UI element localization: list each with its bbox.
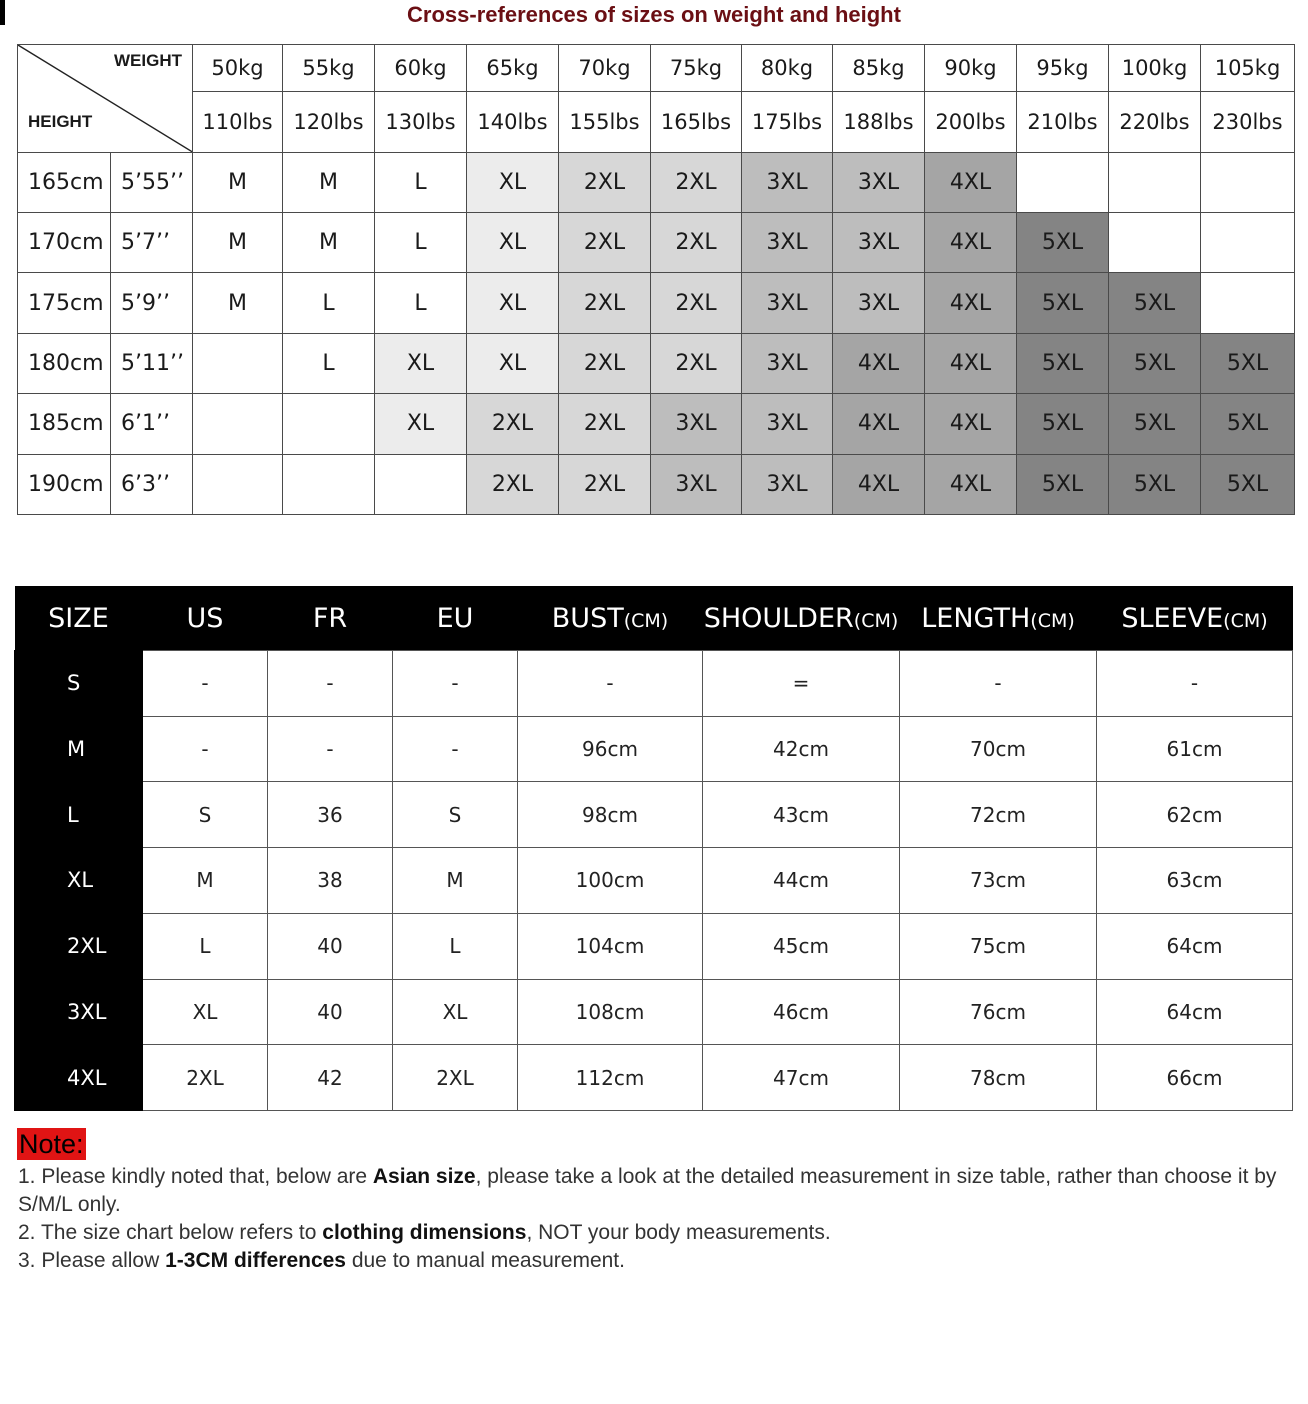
table-row bbox=[15, 913, 1293, 979]
table-row bbox=[15, 651, 1293, 717]
note-3: 3. Please allow 1-3CM differences due to manual measurement. bbox=[18, 1249, 625, 1272]
size-cell: M bbox=[283, 213, 375, 273]
size-cell: 2XL bbox=[651, 152, 742, 212]
size-cell: 4XL bbox=[925, 333, 1017, 393]
table-row bbox=[18, 454, 1295, 514]
size-cell bbox=[375, 454, 467, 514]
page-title: Cross-references of sizes on weight and height bbox=[407, 2, 901, 27]
height-cm: 170cm bbox=[18, 213, 111, 273]
size-label: L bbox=[15, 782, 143, 848]
weight-kg-header: 90kg bbox=[925, 45, 1017, 92]
weight-kg-header: 65kg bbox=[467, 45, 559, 92]
weight-lbs-header: 210lbs bbox=[1017, 92, 1109, 152]
weight-lbs-header: 130lbs bbox=[375, 92, 467, 152]
measurement-cell: 42cm bbox=[703, 716, 900, 782]
size-cell: XL bbox=[467, 333, 559, 393]
column-header-unit: (CM) bbox=[853, 609, 899, 632]
column-header bbox=[143, 586, 268, 651]
measurement-cell: 104cm bbox=[518, 913, 703, 979]
size-cell: 2XL bbox=[559, 152, 651, 212]
size-cell: 4XL bbox=[925, 213, 1017, 273]
size-cell bbox=[193, 333, 283, 393]
size-label: XL bbox=[15, 848, 143, 914]
weight-lbs-header: 188lbs bbox=[833, 92, 925, 152]
weight-kg-header: 50kg bbox=[193, 45, 283, 92]
measurement-cell: - bbox=[268, 716, 393, 782]
measurement-cell: 64cm bbox=[1097, 913, 1293, 979]
size-cell: 5XL bbox=[1109, 394, 1201, 454]
measurement-cell: S bbox=[393, 782, 518, 848]
measurement-cell: 47cm bbox=[703, 1045, 900, 1111]
measurement-cell: L bbox=[393, 913, 518, 979]
note-tag: Note: bbox=[19, 1129, 84, 1159]
size-cell: 5XL bbox=[1109, 454, 1201, 514]
column-header-label: EU bbox=[436, 602, 474, 634]
weight-lbs-header: 110lbs bbox=[193, 92, 283, 152]
measurement-cell: - bbox=[393, 651, 518, 717]
measurement-cell: 44cm bbox=[703, 848, 900, 914]
size-cell bbox=[1201, 273, 1295, 333]
table-row bbox=[18, 152, 1295, 212]
measurement-cell: - bbox=[900, 651, 1097, 717]
weight-kg-header: 105kg bbox=[1201, 45, 1295, 92]
column-header-label: FR bbox=[312, 602, 348, 634]
measurement-cell: XL bbox=[393, 979, 518, 1045]
measurement-cell: S bbox=[143, 782, 268, 848]
weight-lbs-header: 155lbs bbox=[559, 92, 651, 152]
weight-lbs-header: 165lbs bbox=[651, 92, 742, 152]
size-cell: 4XL bbox=[833, 454, 925, 514]
size-cell: 4XL bbox=[833, 333, 925, 393]
size-cell: 5XL bbox=[1017, 394, 1109, 454]
measurement-cell: 40 bbox=[268, 913, 393, 979]
weight-lbs-header: 175lbs bbox=[742, 92, 833, 152]
table-row bbox=[18, 333, 1295, 393]
size-label: S bbox=[15, 651, 143, 717]
measurement-cell: L bbox=[143, 913, 268, 979]
notes-list bbox=[18, 1163, 1293, 1275]
measurement-table bbox=[14, 586, 1293, 1111]
measurement-cell: M bbox=[393, 848, 518, 914]
height-ft: 5’55’’ bbox=[111, 152, 193, 212]
size-cell: 5XL bbox=[1017, 333, 1109, 393]
measurement-cell: M bbox=[143, 848, 268, 914]
table-row bbox=[15, 782, 1293, 848]
size-cell: 2XL bbox=[467, 454, 559, 514]
size-cell: L bbox=[283, 333, 375, 393]
column-header bbox=[268, 586, 393, 651]
height-ft: 6’3’’ bbox=[111, 454, 193, 514]
measurement-cell: 75cm bbox=[900, 913, 1097, 979]
size-label: 3XL bbox=[15, 979, 143, 1045]
weight-lbs-header: 120lbs bbox=[283, 92, 375, 152]
measurement-cell: 2XL bbox=[393, 1045, 518, 1111]
size-cell: 3XL bbox=[742, 273, 833, 333]
note-1: 1. Please kindly noted that, below are Asian size, please take a look at the detailed measurement in size table, rather than choose it by S/M/L only. bbox=[18, 1165, 1277, 1216]
size-cell: XL bbox=[375, 394, 467, 454]
measurement-cell: 96cm bbox=[518, 716, 703, 782]
measurement-cell: 46cm bbox=[703, 979, 900, 1045]
size-cell: 5XL bbox=[1109, 273, 1201, 333]
size-cell: 5XL bbox=[1201, 333, 1295, 393]
height-ft: 5’11’’ bbox=[111, 333, 193, 393]
column-header-label: SLEEVE bbox=[1121, 602, 1224, 634]
size-cell: 3XL bbox=[833, 213, 925, 273]
weight-kg-header: 85kg bbox=[833, 45, 925, 92]
size-cell bbox=[193, 454, 283, 514]
size-cell bbox=[283, 454, 375, 514]
measurement-cell: - bbox=[1097, 651, 1293, 717]
measurement-cell: - bbox=[268, 651, 393, 717]
size-cell: 2XL bbox=[559, 394, 651, 454]
size-cell: 3XL bbox=[833, 152, 925, 212]
size-cell: 4XL bbox=[833, 394, 925, 454]
column-header bbox=[393, 586, 518, 651]
measurement-cell: 42 bbox=[268, 1045, 393, 1111]
table-row bbox=[18, 213, 1295, 273]
measurement-cell: 2XL bbox=[143, 1045, 268, 1111]
size-cell: 5XL bbox=[1017, 213, 1109, 273]
size-cell: 3XL bbox=[742, 333, 833, 393]
size-cell: 2XL bbox=[651, 333, 742, 393]
column-header-label: SIZE bbox=[48, 602, 109, 634]
size-cell: 2XL bbox=[651, 273, 742, 333]
height-ft: 6’1’’ bbox=[111, 394, 193, 454]
size-cell: 4XL bbox=[925, 454, 1017, 514]
column-header-label: BUST bbox=[551, 602, 624, 634]
measurement-cell: 43cm bbox=[703, 782, 900, 848]
size-cell: 4XL bbox=[925, 273, 1017, 333]
size-cell bbox=[1109, 213, 1201, 273]
weight-label: WEIGHT bbox=[114, 51, 182, 70]
column-header bbox=[703, 586, 900, 651]
size-cell: 2XL bbox=[559, 454, 651, 514]
measurement-cell: - bbox=[143, 651, 268, 717]
size-cell: 5XL bbox=[1201, 454, 1295, 514]
size-cell: 5XL bbox=[1017, 454, 1109, 514]
weight-kg-header: 55kg bbox=[283, 45, 375, 92]
column-header-label: LENGTH bbox=[921, 602, 1031, 634]
size-cell: 4XL bbox=[925, 152, 1017, 212]
measurement-cell: 108cm bbox=[518, 979, 703, 1045]
measurement-cell: 70cm bbox=[900, 716, 1097, 782]
size-cell: 2XL bbox=[559, 213, 651, 273]
size-cell bbox=[1109, 152, 1201, 212]
measurement-cell: 78cm bbox=[900, 1045, 1097, 1111]
size-cell bbox=[1201, 152, 1295, 212]
measurement-cell: 98cm bbox=[518, 782, 703, 848]
size-cell: 2XL bbox=[651, 213, 742, 273]
height-cm: 190cm bbox=[18, 454, 111, 514]
height-label: HEIGHT bbox=[28, 111, 93, 131]
column-header bbox=[518, 586, 703, 651]
table-row bbox=[15, 1045, 1293, 1111]
weight-kg-header: 100kg bbox=[1109, 45, 1201, 92]
table-row bbox=[18, 394, 1295, 454]
size-cell bbox=[193, 394, 283, 454]
measurement-cell: 62cm bbox=[1097, 782, 1293, 848]
weight-lbs-header: 220lbs bbox=[1109, 92, 1201, 152]
size-cell: XL bbox=[467, 213, 559, 273]
size-cell: L bbox=[283, 273, 375, 333]
column-header-label: US bbox=[186, 602, 224, 634]
size-cell bbox=[283, 394, 375, 454]
table-row bbox=[15, 716, 1293, 782]
table-corner-header bbox=[18, 45, 193, 153]
weight-height-size-table bbox=[17, 44, 1295, 515]
size-cell: 2XL bbox=[559, 333, 651, 393]
size-cell: 5XL bbox=[1109, 333, 1201, 393]
size-cell: 5XL bbox=[1017, 273, 1109, 333]
size-label: M bbox=[15, 716, 143, 782]
table-row bbox=[15, 979, 1293, 1045]
size-cell: XL bbox=[467, 273, 559, 333]
size-label: 2XL bbox=[15, 913, 143, 979]
size-cell bbox=[1201, 213, 1295, 273]
weight-kg-header: 75kg bbox=[651, 45, 742, 92]
size-cell: M bbox=[193, 152, 283, 212]
measurement-cell: = bbox=[703, 651, 900, 717]
measurement-cell: 45cm bbox=[703, 913, 900, 979]
size-label: 4XL bbox=[15, 1045, 143, 1111]
weight-lbs-header: 230lbs bbox=[1201, 92, 1295, 152]
size-cell: 3XL bbox=[742, 152, 833, 212]
size-cell: L bbox=[375, 152, 467, 212]
column-header bbox=[900, 586, 1097, 651]
size-cell: M bbox=[283, 152, 375, 212]
weight-kg-header: 70kg bbox=[559, 45, 651, 92]
measurement-cell: 38 bbox=[268, 848, 393, 914]
column-header-unit: (CM) bbox=[623, 609, 669, 632]
weight-kg-header: 80kg bbox=[742, 45, 833, 92]
measurement-cell: 76cm bbox=[900, 979, 1097, 1045]
size-cell: XL bbox=[467, 152, 559, 212]
height-cm: 165cm bbox=[18, 152, 111, 212]
measurement-cell: 100cm bbox=[518, 848, 703, 914]
note-2: 2. The size chart below refers to clothing dimensions, NOT your body measurements. bbox=[18, 1221, 831, 1244]
size-cell: 4XL bbox=[925, 394, 1017, 454]
height-cm: 175cm bbox=[18, 273, 111, 333]
size-cell: 3XL bbox=[742, 213, 833, 273]
column-header-unit: (CM) bbox=[1030, 609, 1075, 632]
height-cm: 180cm bbox=[18, 333, 111, 393]
size-cell: L bbox=[375, 273, 467, 333]
size-cell: 2XL bbox=[467, 394, 559, 454]
table-row bbox=[15, 848, 1293, 914]
size-cell: 3XL bbox=[651, 454, 742, 514]
column-header bbox=[1097, 586, 1293, 651]
weight-lbs-header: 140lbs bbox=[467, 92, 559, 152]
size-cell: 3XL bbox=[651, 394, 742, 454]
weight-kg-header: 60kg bbox=[375, 45, 467, 92]
height-ft: 5’9’’ bbox=[111, 273, 193, 333]
measurement-cell: 72cm bbox=[900, 782, 1097, 848]
measurement-cell: 61cm bbox=[1097, 716, 1293, 782]
size-cell: 2XL bbox=[559, 273, 651, 333]
measurement-cell: 66cm bbox=[1097, 1045, 1293, 1111]
size-cell: XL bbox=[375, 333, 467, 393]
height-cm: 185cm bbox=[18, 394, 111, 454]
column-header-unit: (CM) bbox=[1223, 609, 1268, 632]
column-header bbox=[15, 586, 143, 651]
measurement-cell: - bbox=[518, 651, 703, 717]
size-cell: 5XL bbox=[1201, 394, 1295, 454]
measurement-cell: 63cm bbox=[1097, 848, 1293, 914]
measurement-cell: 64cm bbox=[1097, 979, 1293, 1045]
weight-kg-header: 95kg bbox=[1017, 45, 1109, 92]
size-cell: 3XL bbox=[742, 394, 833, 454]
measurement-cell: 40 bbox=[268, 979, 393, 1045]
measurement-cell: 36 bbox=[268, 782, 393, 848]
column-header-label: SHOULDER bbox=[703, 602, 854, 634]
size-cell: 3XL bbox=[742, 454, 833, 514]
size-cell bbox=[1017, 152, 1109, 212]
measurement-cell: - bbox=[143, 716, 268, 782]
size-cell: M bbox=[193, 273, 283, 333]
size-cell: M bbox=[193, 213, 283, 273]
size-cell: 3XL bbox=[833, 273, 925, 333]
size-cell: L bbox=[375, 213, 467, 273]
height-ft: 5’7’’ bbox=[111, 213, 193, 273]
measurement-cell: 112cm bbox=[518, 1045, 703, 1111]
measurement-cell: XL bbox=[143, 979, 268, 1045]
weight-lbs-header: 200lbs bbox=[925, 92, 1017, 152]
measurement-cell: 73cm bbox=[900, 848, 1097, 914]
table-row bbox=[18, 273, 1295, 333]
measurement-cell: - bbox=[393, 716, 518, 782]
